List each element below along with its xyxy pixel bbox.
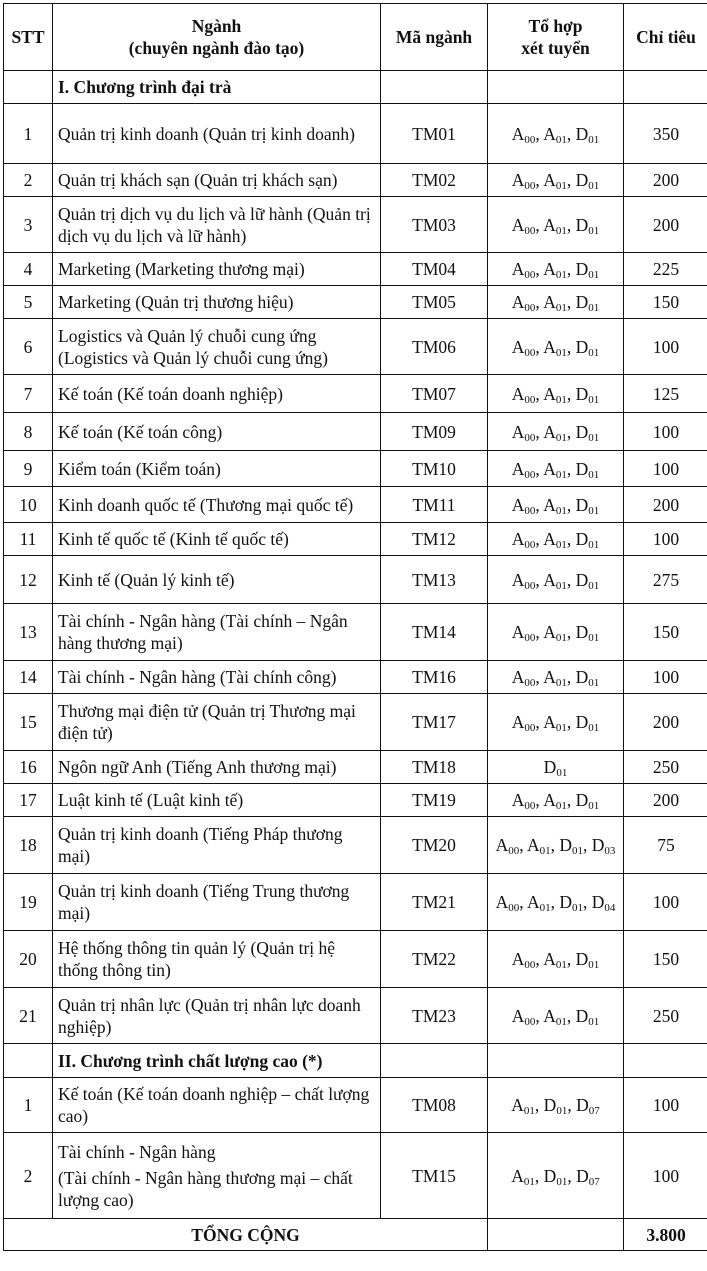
table-row xyxy=(4,1078,707,1133)
program-name: Tài chính - Ngân hàng (Tài chính – Ngân hàng thương mại) xyxy=(53,604,381,661)
row-stt: 15 xyxy=(4,694,53,751)
section-combo-empty xyxy=(488,1044,624,1078)
row-stt: 20 xyxy=(4,931,53,988)
program-code: TM20 xyxy=(381,817,488,874)
program-code: TM01 xyxy=(381,104,488,164)
subject-combination: $A_{01}$, $D_{01}$, $D_{07}$ xyxy=(488,1133,624,1219)
subject-combination: $A_{01}$, $D_{01}$, $D_{07}$ xyxy=(488,1078,624,1133)
program-code: TM13 xyxy=(381,556,488,604)
table-row xyxy=(4,319,707,375)
section-title: I. Chương trình đại trà xyxy=(53,71,381,104)
row-stt: 18 xyxy=(4,817,53,874)
quota-value: 100 xyxy=(624,451,707,487)
row-stt: 14 xyxy=(4,661,53,694)
quota-value: 100 xyxy=(624,1078,707,1133)
quota-value: 125 xyxy=(624,375,707,413)
row-stt: 8 xyxy=(4,413,53,451)
quota-value: 100 xyxy=(624,319,707,375)
section-stt-empty xyxy=(4,1044,53,1078)
subject-combination: $A_{00}$, $A_{01}$, $D_{01}$ xyxy=(488,694,624,751)
quota-value: 75 xyxy=(624,817,707,874)
section-stt-empty xyxy=(4,71,53,104)
table-row xyxy=(4,413,707,451)
header-name-line2: (chuyên ngành đào tạo) xyxy=(128,38,305,58)
row-stt: 17 xyxy=(4,784,53,817)
program-name: Quản trị dịch vụ du lịch và lữ hành (Quản trị dịch vụ du lịch và lữ hành) xyxy=(53,197,381,253)
program-code: TM19 xyxy=(381,784,488,817)
section-row xyxy=(4,71,707,104)
header-name-line1: Ngành xyxy=(191,16,242,36)
row-stt: 12 xyxy=(4,556,53,604)
subject-combination: $A_{00}$, $A_{01}$, $D_{01}$, $D_{04}$ xyxy=(488,874,624,931)
subject-combination: $A_{00}$, $A_{01}$, $D_{01}$ xyxy=(488,451,624,487)
program-name xyxy=(53,1133,381,1219)
program-code: TM17 xyxy=(381,694,488,751)
table-row xyxy=(4,523,707,556)
program-name: Quản trị nhân lực (Quản trị nhân lực doanh nghiệp) xyxy=(53,988,381,1044)
quota-value: 100 xyxy=(624,661,707,694)
row-stt: 6 xyxy=(4,319,53,375)
row-stt: 13 xyxy=(4,604,53,661)
table-row xyxy=(4,874,707,931)
row-stt: 2 xyxy=(4,1133,53,1219)
subject-combination: $A_{00}$, $A_{01}$, $D_{01}$, $D_{03}$ xyxy=(488,817,624,874)
section-title: II. Chương trình chất lượng cao (*) xyxy=(53,1044,381,1078)
subject-combination: $A_{00}$, $A_{01}$, $D_{01}$ xyxy=(488,523,624,556)
program-code: TM08 xyxy=(381,1078,488,1133)
table-row xyxy=(4,286,707,319)
total-label: TỔNG CỘNG xyxy=(4,1219,488,1251)
table-row xyxy=(4,451,707,487)
table-row xyxy=(4,253,707,286)
table-row xyxy=(4,197,707,253)
program-code: TM10 xyxy=(381,451,488,487)
quota-value: 150 xyxy=(624,604,707,661)
table-row xyxy=(4,784,707,817)
section-code-empty xyxy=(381,71,488,104)
program-code: TM02 xyxy=(381,164,488,197)
program-code: TM03 xyxy=(381,197,488,253)
row-stt: 3 xyxy=(4,197,53,253)
program-name: Kế toán (Kế toán công) xyxy=(53,413,381,451)
row-stt: 2 xyxy=(4,164,53,197)
quota-value: 150 xyxy=(624,931,707,988)
table-row xyxy=(4,817,707,874)
section-code-empty xyxy=(381,1044,488,1078)
table-row xyxy=(4,164,707,197)
table-row xyxy=(4,487,707,523)
program-code: TM23 xyxy=(381,988,488,1044)
program-name: Ngôn ngữ Anh (Tiếng Anh thương mại) xyxy=(53,751,381,784)
program-code: TM06 xyxy=(381,319,488,375)
program-name-line1: Tài chính - Ngân hàng xyxy=(58,1141,216,1162)
table-row xyxy=(4,375,707,413)
subject-combination: $A_{00}$, $A_{01}$, $D_{01}$ xyxy=(488,286,624,319)
quota-value: 100 xyxy=(624,523,707,556)
subject-combination: $A_{00}$, $A_{01}$, $D_{01}$ xyxy=(488,413,624,451)
header-stt: STT xyxy=(4,4,53,71)
table-row xyxy=(4,604,707,661)
program-code: TM15 xyxy=(381,1133,488,1219)
section-quota-empty xyxy=(624,71,707,104)
header-combo-line1: Tổ hợp xyxy=(528,16,583,36)
quota-value: 200 xyxy=(624,197,707,253)
subject-combination: $A_{00}$, $A_{01}$, $D_{01}$ xyxy=(488,784,624,817)
program-code: TM14 xyxy=(381,604,488,661)
row-stt: 7 xyxy=(4,375,53,413)
program-name: Kinh tế (Quản lý kinh tế) xyxy=(53,556,381,604)
subject-combination: $A_{00}$, $A_{01}$, $D_{01}$ xyxy=(488,253,624,286)
subject-combination: $A_{00}$, $A_{01}$, $D_{01}$ xyxy=(488,319,624,375)
total-quota: 3.800 xyxy=(624,1219,707,1251)
total-combo-empty xyxy=(488,1219,624,1251)
program-name: Hệ thống thông tin quản lý (Quản trị hệ thống thông tin) xyxy=(53,931,381,988)
program-name: Tài chính - Ngân hàng (Tài chính công) xyxy=(53,661,381,694)
program-code: TM18 xyxy=(381,751,488,784)
quota-value: 100 xyxy=(624,1133,707,1219)
section-row xyxy=(4,1044,707,1078)
quota-value: 100 xyxy=(624,413,707,451)
quota-value: 200 xyxy=(624,694,707,751)
program-code: TM09 xyxy=(381,413,488,451)
program-name: Thương mại điện tử (Quản trị Thương mại điện tử) xyxy=(53,694,381,751)
header-quota: Chỉ tiêu xyxy=(624,4,707,71)
section-combo-empty xyxy=(488,71,624,104)
total-row xyxy=(4,1219,707,1251)
program-name: Marketing (Marketing thương mại) xyxy=(53,253,381,286)
row-stt: 21 xyxy=(4,988,53,1044)
section-quota-empty xyxy=(624,1044,707,1078)
quota-value: 225 xyxy=(624,253,707,286)
subject-combination: $A_{00}$, $A_{01}$, $D_{01}$ xyxy=(488,556,624,604)
program-code: TM12 xyxy=(381,523,488,556)
row-stt: 4 xyxy=(4,253,53,286)
subject-combination: $A_{00}$, $A_{01}$, $D_{01}$ xyxy=(488,164,624,197)
program-code: TM21 xyxy=(381,874,488,931)
subject-combination: $A_{00}$, $A_{01}$, $D_{01}$ xyxy=(488,104,624,164)
table-row xyxy=(4,556,707,604)
quota-value: 150 xyxy=(624,286,707,319)
program-name: Kiểm toán (Kiểm toán) xyxy=(53,451,381,487)
table-header-row xyxy=(4,4,707,71)
row-stt: 10 xyxy=(4,487,53,523)
program-name-line2: (Tài chính - Ngân hàng thương mại – chất lượng cao) xyxy=(58,1167,353,1210)
program-name: Quản trị khách sạn (Quản trị khách sạn) xyxy=(53,164,381,197)
program-code: TM22 xyxy=(381,931,488,988)
program-name: Quản trị kinh doanh (Tiếng Trung thương mại) xyxy=(53,874,381,931)
quota-value: 200 xyxy=(624,784,707,817)
subject-combination: $A_{00}$, $A_{01}$, $D_{01}$ xyxy=(488,661,624,694)
quota-value: 100 xyxy=(624,874,707,931)
row-stt: 1 xyxy=(4,104,53,164)
quota-value: 200 xyxy=(624,487,707,523)
subject-combination: $A_{00}$, $A_{01}$, $D_{01}$ xyxy=(488,375,624,413)
quota-value: 350 xyxy=(624,104,707,164)
admission-quota-table xyxy=(3,3,707,1251)
table-row xyxy=(4,751,707,784)
row-stt: 19 xyxy=(4,874,53,931)
program-name: Kế toán (Kế toán doanh nghiệp – chất lượng cao) xyxy=(53,1078,381,1133)
quota-value: 250 xyxy=(624,751,707,784)
subject-combination: $D_{01}$ xyxy=(488,751,624,784)
program-name: Marketing (Quản trị thương hiệu) xyxy=(53,286,381,319)
table-row xyxy=(4,931,707,988)
quota-value: 200 xyxy=(624,164,707,197)
header-name xyxy=(53,4,381,71)
row-stt: 9 xyxy=(4,451,53,487)
subject-combination: $A_{00}$, $A_{01}$, $D_{01}$ xyxy=(488,604,624,661)
program-name: Luật kinh tế (Luật kinh tế) xyxy=(53,784,381,817)
row-stt: 5 xyxy=(4,286,53,319)
table-row xyxy=(4,104,707,164)
subject-combination: $A_{00}$, $A_{01}$, $D_{01}$ xyxy=(488,931,624,988)
program-name: Logistics và Quản lý chuỗi cung ứng (Logistics và Quản lý chuỗi cung ứng) xyxy=(53,319,381,375)
header-code: Mã ngành xyxy=(381,4,488,71)
table-body xyxy=(4,71,707,1219)
subject-combination: $A_{00}$, $A_{01}$, $D_{01}$ xyxy=(488,988,624,1044)
table-row xyxy=(4,694,707,751)
program-code: TM07 xyxy=(381,375,488,413)
program-name: Kinh tế quốc tế (Kinh tế quốc tế) xyxy=(53,523,381,556)
header-combo-line2: xét tuyển xyxy=(521,38,590,58)
quota-value: 250 xyxy=(624,988,707,1044)
subject-combination: $A_{00}$, $A_{01}$, $D_{01}$ xyxy=(488,487,624,523)
table-row xyxy=(4,988,707,1044)
row-stt: 1 xyxy=(4,1078,53,1133)
program-name: Kế toán (Kế toán doanh nghiệp) xyxy=(53,375,381,413)
program-name: Kinh doanh quốc tế (Thương mại quốc tế) xyxy=(53,487,381,523)
quota-value: 275 xyxy=(624,556,707,604)
header-combo xyxy=(488,4,624,71)
program-code: TM04 xyxy=(381,253,488,286)
program-code: TM11 xyxy=(381,487,488,523)
program-code: TM16 xyxy=(381,661,488,694)
program-name: Quản trị kinh doanh (Tiếng Pháp thương mại) xyxy=(53,817,381,874)
subject-combination: $A_{00}$, $A_{01}$, $D_{01}$ xyxy=(488,197,624,253)
row-stt: 16 xyxy=(4,751,53,784)
table-row xyxy=(4,661,707,694)
table-row xyxy=(4,1133,707,1219)
row-stt: 11 xyxy=(4,523,53,556)
program-name: Quản trị kinh doanh (Quản trị kinh doanh) xyxy=(53,104,381,164)
program-code: TM05 xyxy=(381,286,488,319)
